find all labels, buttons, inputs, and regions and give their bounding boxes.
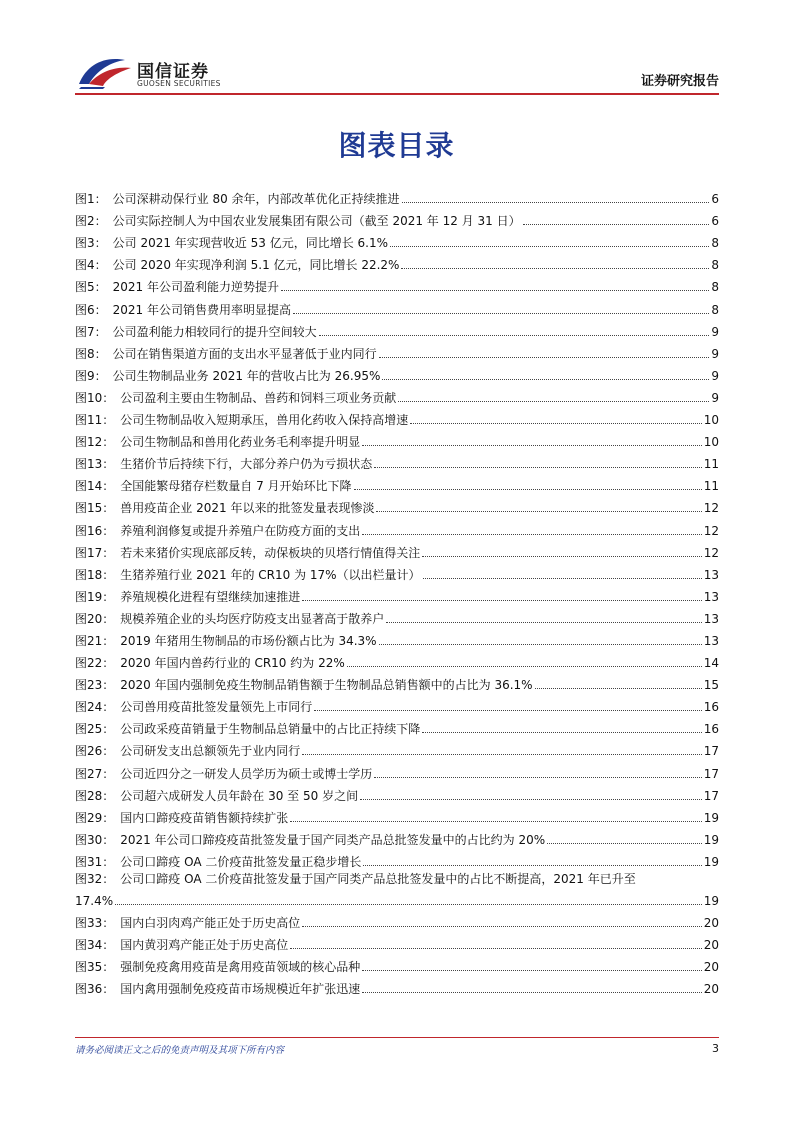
toc-entry-number: 图20： <box>75 611 115 626</box>
toc-entry-number: 图33： <box>75 916 115 930</box>
toc-entry-page: 20 <box>703 916 719 930</box>
toc-entry-title: 公司生物制品业务 2021 年的营收占比为 26.95% <box>112 368 381 383</box>
toc-leader-dots <box>547 843 702 844</box>
toc-entry-page: 19 <box>703 893 719 908</box>
toc-entry-page: 14 <box>703 656 719 671</box>
toc-entry-title: 2020 年国内强制免疫生物制品销售额于生物制品总销售额中的占比为 36.1% <box>120 678 533 693</box>
toc-entry-page: 11 <box>703 479 719 494</box>
toc-entry[interactable] <box>75 251 719 273</box>
toc-entry[interactable] <box>75 953 719 975</box>
toc-leader-dots <box>354 489 702 490</box>
toc-entry-number: 图36： <box>75 982 115 997</box>
toc-entry[interactable] <box>75 384 719 406</box>
toc-entry-page: 13 <box>703 633 719 648</box>
toc-entry-title: 公司研发支出总额领先于业内同行 <box>120 744 301 759</box>
toc-leader-dots <box>314 710 701 711</box>
toc-entry-number: 图35： <box>75 960 115 975</box>
toc-entry-title: 2021 年公司口蹄疫疫苗批签发量于国产同类产品总批签发量中的占比约为 20% <box>120 832 546 847</box>
toc-entry[interactable] <box>75 605 719 627</box>
toc-entry[interactable] <box>75 759 719 781</box>
toc-entry-page: 6 <box>711 192 719 207</box>
toc-entry-title-continued: 17.4% <box>75 893 114 908</box>
toc-entry[interactable] <box>75 450 719 472</box>
toc-entry-title: 公司深耕动保行业 80 余年，内部改革优化正持续推进 <box>112 192 400 207</box>
toc-entry-title: 公司实际控制人为中国农业发展集团有限公司（截至 2021 年 12 月 31 日） <box>112 214 521 229</box>
toc-entry[interactable] <box>75 649 719 671</box>
toc-entry-number: 图27： <box>75 766 115 781</box>
toc-entry-title: 国内口蹄疫疫苗销售额持续扩张 <box>120 810 289 825</box>
toc-entry[interactable] <box>75 229 719 251</box>
toc-entry-page: 19 <box>703 810 719 825</box>
toc-entry-page: 17 <box>703 766 719 781</box>
toc-leader-dots <box>302 754 701 755</box>
toc-entry-number: 图1： <box>75 192 107 207</box>
toc-entry-page: 8 <box>711 236 719 251</box>
toc-entry[interactable] <box>75 870 719 887</box>
toc-entry-number: 图21： <box>75 633 115 648</box>
toc-entry-title: 2021 年公司盈利能力逆势提升 <box>112 280 279 295</box>
toc-entry[interactable] <box>75 782 719 804</box>
toc-entry-page: 17 <box>703 744 719 759</box>
toc-entry-number: 图2： <box>75 214 107 229</box>
toc-entry-page: 9 <box>711 346 719 361</box>
toc-entry[interactable] <box>75 318 719 340</box>
toc-entry[interactable] <box>75 671 719 693</box>
toc-entry[interactable] <box>75 931 719 953</box>
toc-entry[interactable] <box>75 273 719 295</box>
toc-leader-dots <box>319 335 710 336</box>
toc-entry-number: 图22： <box>75 656 115 671</box>
toc-entry-title: 公司口蹄疫 OA 二价疫苗批签发量正稳步增长 <box>120 854 362 869</box>
toc-entry-number: 图13： <box>75 457 115 472</box>
toc-entry-title: 养殖规模化进程有望继续加速推进 <box>120 589 301 604</box>
toc-entry-title: 公司生物制品收入短期承压，兽用化药收入保持高增速 <box>120 413 409 428</box>
toc-entry[interactable] <box>75 693 719 715</box>
toc-leader-dots <box>410 423 701 424</box>
toc-entry-number: 图29： <box>75 810 115 825</box>
toc-leader-dots <box>398 401 709 402</box>
toc-entry-page: 12 <box>703 523 719 538</box>
logo-text-cn: 国信证券 <box>137 62 209 82</box>
toc-leader-dots <box>374 777 701 778</box>
toc-entry-number: 图18： <box>75 567 115 582</box>
toc-entry-page: 9 <box>711 390 719 405</box>
toc-entry-page: 11 <box>703 457 719 472</box>
toc-entry-page: 10 <box>703 413 719 428</box>
toc-leader-dots <box>379 357 710 358</box>
toc-entry-title: 公司 2021 年实现营收近 53 亿元，同比增长 6.1% <box>112 236 389 251</box>
toc-entry-number: 图5： <box>75 280 107 295</box>
toc-entry-number: 图15： <box>75 501 115 516</box>
toc-entry[interactable] <box>75 207 719 229</box>
toc-entry-title: 公司生物制品和兽用化药业务毛利率提升明显 <box>120 435 361 450</box>
logo-text-en: GUOSEN SECURITIES <box>137 79 221 88</box>
toc-entry-number: 图34： <box>75 938 115 953</box>
disclaimer-note: 请务必阅读正文之后的免责声明及其项下所有内容 <box>75 1045 285 1056</box>
toc-entry[interactable] <box>75 295 719 317</box>
toc-leader-dots <box>401 268 709 269</box>
toc-entry-number: 图7： <box>75 324 107 339</box>
toc-leader-dots <box>535 688 702 689</box>
toc-entry-page: 19 <box>703 854 719 869</box>
toc-entry-page: 13 <box>703 567 719 582</box>
toc-entry-title: 规模养殖企业的头均医疗防疫支出显著高于散养户 <box>120 611 385 626</box>
toc-entry-page: 8 <box>711 302 719 317</box>
header-divider <box>75 93 719 95</box>
toc-entry[interactable] <box>75 516 719 538</box>
toc-entry-title: 国内白羽肉鸡产能正处于历史高位 <box>120 916 301 930</box>
toc-leader-dots <box>390 246 709 247</box>
toc-entry-title: 公司超六成研发人员年龄在 30 至 50 岁之间 <box>120 788 359 803</box>
toc-entry-title: 全国能繁母猪存栏数量自 7 月开始环比下降 <box>120 479 352 494</box>
footer-divider <box>75 1037 719 1038</box>
toc-entry-title: 国内黄羽鸡产能正处于历史高位 <box>120 938 289 953</box>
toc-leader-dots <box>347 666 702 667</box>
toc-entry[interactable] <box>75 561 719 583</box>
toc-entry-number: 图8： <box>75 346 107 361</box>
toc-leader-dots <box>422 556 701 557</box>
toc-entry-page: 9 <box>711 324 719 339</box>
toc-entry-page: 13 <box>703 611 719 626</box>
toc-entry-page: 8 <box>711 258 719 273</box>
toc-leader-dots <box>290 948 701 949</box>
toc-entry[interactable] <box>75 362 719 384</box>
toc-entry-page: 20 <box>703 938 719 953</box>
toc-entry-title: 生猪价节后持续下行，大部分养户仍为亏损状态 <box>120 457 373 472</box>
page-title: 图表目录 <box>338 129 455 162</box>
toc-entry[interactable] <box>75 428 719 450</box>
toc-entry[interactable] <box>75 406 719 428</box>
toc-entry[interactable] <box>75 737 719 759</box>
toc-entry-page: 13 <box>703 589 719 604</box>
toc-entry-number: 图6： <box>75 302 107 317</box>
toc-leader-dots <box>382 379 709 380</box>
toc-entry[interactable] <box>75 539 719 561</box>
toc-leader-dots <box>293 313 709 314</box>
toc-entry-number: 图10： <box>75 390 115 405</box>
toc-entry[interactable] <box>75 340 719 362</box>
toc-entry-title: 强制免疫禽用疫苗是禽用疫苗领域的核心品种 <box>120 960 361 975</box>
toc-entry-page: 16 <box>703 722 719 737</box>
toc-entry-title: 公司在销售渠道方面的支出水平显著低于业内同行 <box>112 346 377 361</box>
toc-entry[interactable] <box>75 715 719 737</box>
toc-leader-dots <box>362 992 701 993</box>
toc-entry-number: 图3： <box>75 236 107 251</box>
toc-entry-number: 图19： <box>75 589 115 604</box>
toc-entry-title: 公司兽用疫苗批签发量领先上市同行 <box>120 700 313 715</box>
toc-entry-title: 国内禽用强制免疫疫苗市场规模近年扩张迅速 <box>120 982 361 997</box>
report-header <box>75 50 719 94</box>
toc-entry-number: 图26： <box>75 744 115 759</box>
toc-entry-page: 10 <box>703 435 719 450</box>
toc-entry-title: 公司 2020 年实现净利润 5.1 亿元，同比增长 22.2% <box>112 258 400 273</box>
toc-leader-dots <box>290 821 701 822</box>
report-type-label: 证券研究报告 <box>640 74 719 89</box>
toc-leader-dots <box>362 534 701 535</box>
toc-entry-number: 图11： <box>75 413 115 428</box>
toc-entry-title: 生猪养殖行业 2021 年的 CR10 为 17%（以出栏量计） <box>120 567 421 582</box>
toc-entry-page: 8 <box>711 280 719 295</box>
toc-entry-number: 图9： <box>75 368 107 383</box>
toc-entry-page: 6 <box>711 214 719 229</box>
page-number: 3 <box>712 1042 719 1055</box>
toc-entry-title: 公司盈利主要由生物制品、兽药和饲料三项业务贡献 <box>120 390 397 405</box>
toc-leader-dots <box>362 970 701 971</box>
toc-entry-title: 公司口蹄疫 OA 二价疫苗批签发量于国产同类产品总批签发量中的占比不断提高，2021 年已升至 <box>120 871 636 886</box>
toc-leader-dots <box>374 467 701 468</box>
toc-entry[interactable] <box>75 826 719 848</box>
toc-leader-dots <box>363 865 701 866</box>
toc-entry-number: 图4： <box>75 258 107 273</box>
toc-leader-dots <box>281 290 709 291</box>
toc-entry-title: 养殖利润修复或提升养殖户在防疫方面的支出 <box>120 523 361 538</box>
toc-entry-page: 12 <box>703 501 719 516</box>
toc-entry-number: 图23： <box>75 678 115 693</box>
toc-entry[interactable] <box>75 848 719 870</box>
toc-leader-dots <box>423 578 702 579</box>
toc-entry-number: 图12： <box>75 435 115 450</box>
toc-entry-page: 17 <box>703 788 719 803</box>
toc-leader-dots <box>302 926 701 927</box>
toc-entry-title: 公司政采疫苗销量于生物制品总销量中的占比正持续下降 <box>120 722 421 737</box>
toc-entry-continuation[interactable] <box>75 887 719 909</box>
toc-entry-number: 图14： <box>75 479 115 494</box>
toc-leader-dots <box>402 202 710 203</box>
toc-entry-page: 20 <box>703 960 719 975</box>
toc-entry-number: 图31： <box>75 854 115 869</box>
toc-leader-dots <box>422 732 701 733</box>
toc-entry-page: 16 <box>703 700 719 715</box>
toc-leader-dots <box>376 511 701 512</box>
toc-leader-dots <box>302 600 701 601</box>
toc-entry-number: 图30： <box>75 832 115 847</box>
toc-entry[interactable] <box>75 909 719 931</box>
toc-leader-dots <box>379 644 702 645</box>
toc-entry-number: 图28： <box>75 788 115 803</box>
toc-entry-number: 图24： <box>75 700 115 715</box>
toc-entry[interactable] <box>75 583 719 605</box>
toc-entry[interactable] <box>75 472 719 494</box>
toc-entry-number: 图25： <box>75 722 115 737</box>
toc-entry-page: 12 <box>703 545 719 560</box>
toc-entry-title: 若未来猪价实现底部反转，动保板块的贝塔行情值得关注 <box>120 545 421 560</box>
toc-leader-dots <box>386 622 701 623</box>
toc-leader-dots <box>523 224 710 225</box>
toc-entry[interactable] <box>75 494 719 516</box>
toc-entry[interactable] <box>75 804 719 826</box>
toc-entry-page: 19 <box>703 832 719 847</box>
toc-entry-page: 9 <box>711 368 719 383</box>
toc-entry[interactable] <box>75 627 719 649</box>
figure-list <box>75 185 719 997</box>
guosen-logo <box>75 54 275 90</box>
toc-entry-title: 2020 年国内兽药行业的 CR10 约为 22% <box>120 656 345 671</box>
toc-entry-number: 图17： <box>75 545 115 560</box>
toc-entry-title: 2019 年猪用生物制品的市场份额占比为 34.3% <box>120 633 377 648</box>
toc-entry-number: 图32： <box>75 871 115 886</box>
toc-entry-page: 20 <box>703 982 719 997</box>
toc-leader-dots <box>115 904 702 905</box>
toc-entry-title: 2021 年公司销售费用率明显提高 <box>112 302 291 317</box>
toc-entry-title: 兽用疫苗企业 2021 年以来的批签发量表现惨淡 <box>120 501 375 516</box>
toc-entry[interactable] <box>75 185 719 207</box>
toc-entry-title: 公司近四分之一研发人员学历为硕士或博士学历 <box>120 766 373 781</box>
toc-leader-dots <box>362 445 701 446</box>
toc-entry[interactable] <box>75 975 719 997</box>
toc-entry-page: 15 <box>703 678 719 693</box>
guosen-logo-icon <box>75 54 133 90</box>
toc-entry-number: 图16： <box>75 523 115 538</box>
toc-leader-dots <box>360 799 702 800</box>
toc-entry-title: 公司盈利能力相较同行的提升空间较大 <box>112 324 317 339</box>
